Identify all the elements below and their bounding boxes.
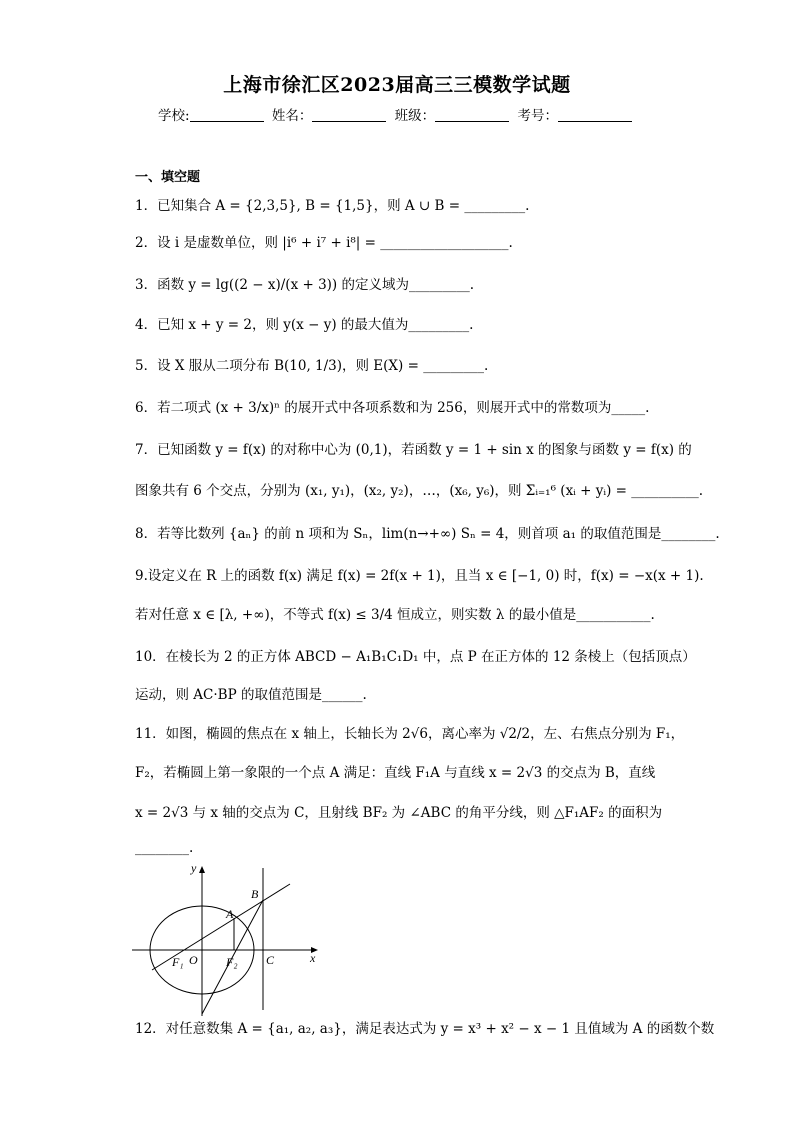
ellipse-diagram (130, 858, 325, 1018)
exam-number-blank[interactable] (558, 107, 632, 122)
question-5: 5．设 X 服从二项分布 B(10, 1/3)，则 E(X) = _________. (135, 358, 489, 374)
question-11-line-1: 11．如图，椭圆的焦点在 x 轴上，长轴长为 2√6，离心率为 √2/2，左、右焦点分别为 F₁， (135, 726, 685, 742)
question-11-line-2: F₂，若椭圆上第一象限的一个点 A 满足：直线 F₁A 与直线 x = 2√3 的交点为 B，直线 (135, 765, 656, 781)
label-a: A (226, 907, 234, 921)
label-c: C (266, 953, 275, 967)
question-12: 12．对任意数集 A = {a₁, a₂, a₃}，满足表达式为 y = x³ + x² − x − 1 且值域为 A 的函数个数 (135, 1021, 715, 1037)
label-b: B (251, 887, 259, 901)
question-11-line-3: x = 2√3 与 x 轴的交点为 C，且射线 BF₂ 为 ∠ABC 的角平分线，则 △F₁AF₂ 的面积为 (135, 805, 663, 821)
question-6: 6．若二项式 (x + 3/x)ⁿ 的展开式中各项系数和为 256，则展开式中的常数项为_____. (135, 400, 650, 416)
question-8: 8．若等比数列 {aₙ} 的前 n 项和为 Sₙ，lim(n→+∞) Sₙ = 4，则首项 a₁ 的取值范围是________. (135, 526, 720, 542)
school-blank[interactable] (190, 107, 264, 122)
ellipse-figure (130, 858, 325, 1018)
question-10-line-1: 10．在棱长为 2 的正方体 ABCD − A₁B₁C₁D₁ 中，点 P 在正方体的 12 条棱上（包括顶点） (135, 649, 696, 665)
question-10-line-2: 运动，则 AC·BP 的取值范围是______. (135, 687, 367, 703)
exam-number-label: 考号： (517, 108, 558, 124)
question-7-line-2: 图象共有 6 个交点，分别为 (x₁, y₁)，(x₂, y₂)，…，(x₆, y₆)，则 Σᵢ₌₁⁶ (xᵢ + yᵢ) = __________. (135, 483, 704, 499)
question-11-line-4: ________. (135, 840, 194, 856)
question-7-line-1: 7．已知函数 y = f(x) 的对称中心为 (0,1)，若函数 y = 1 + sin x 的图象与函数 y = f(x) 的 (135, 442, 692, 458)
page-title: 上海市徐汇区2023届高三三模数学试题 (223, 74, 571, 96)
label-o: O (189, 953, 198, 967)
question-9-line-1: 9.设定义在 R 上的函数 f(x) 满足 f(x) = 2f(x + 1)，且当 x ∈ [−1, 0) 时，f(x) = −x(x + 1). (135, 568, 704, 584)
label-y: y (191, 861, 197, 875)
name-label: 姓名： (271, 108, 313, 124)
label-f2: F₂ (226, 955, 238, 969)
question-4: 4．已知 x + y = 2，则 y(x − y) 的最大值为_________. (135, 317, 474, 333)
y-axis-arrow (199, 866, 205, 873)
class-label: 班级： (394, 108, 436, 124)
class-blank[interactable] (435, 107, 509, 122)
question-1: 1．已知集合 A = {2,3,5}, B = {1,5}，则 A ∪ B = _________. (135, 198, 530, 214)
school-label: 学校: (158, 108, 190, 124)
label-f1: F₁ (172, 955, 184, 969)
name-blank[interactable] (312, 107, 386, 122)
student-info-row (0, 104, 794, 124)
question-9-line-2: 若对任意 x ∈ [λ, +∞)，不等式 f(x) ≤ 3/4 恒成立，则实数 λ 的最小值是___________. (135, 607, 655, 623)
question-2: 2．设 i 是虚数单位，则 |i⁶ + i⁷ + i⁸| = ___________________. (135, 235, 513, 251)
question-3: 3．函数 y = lg((2 − x)/(x + 3)) 的定义域为_________. (135, 277, 475, 293)
label-x: x (310, 951, 316, 965)
section-heading: 一、填空题 (135, 170, 201, 185)
